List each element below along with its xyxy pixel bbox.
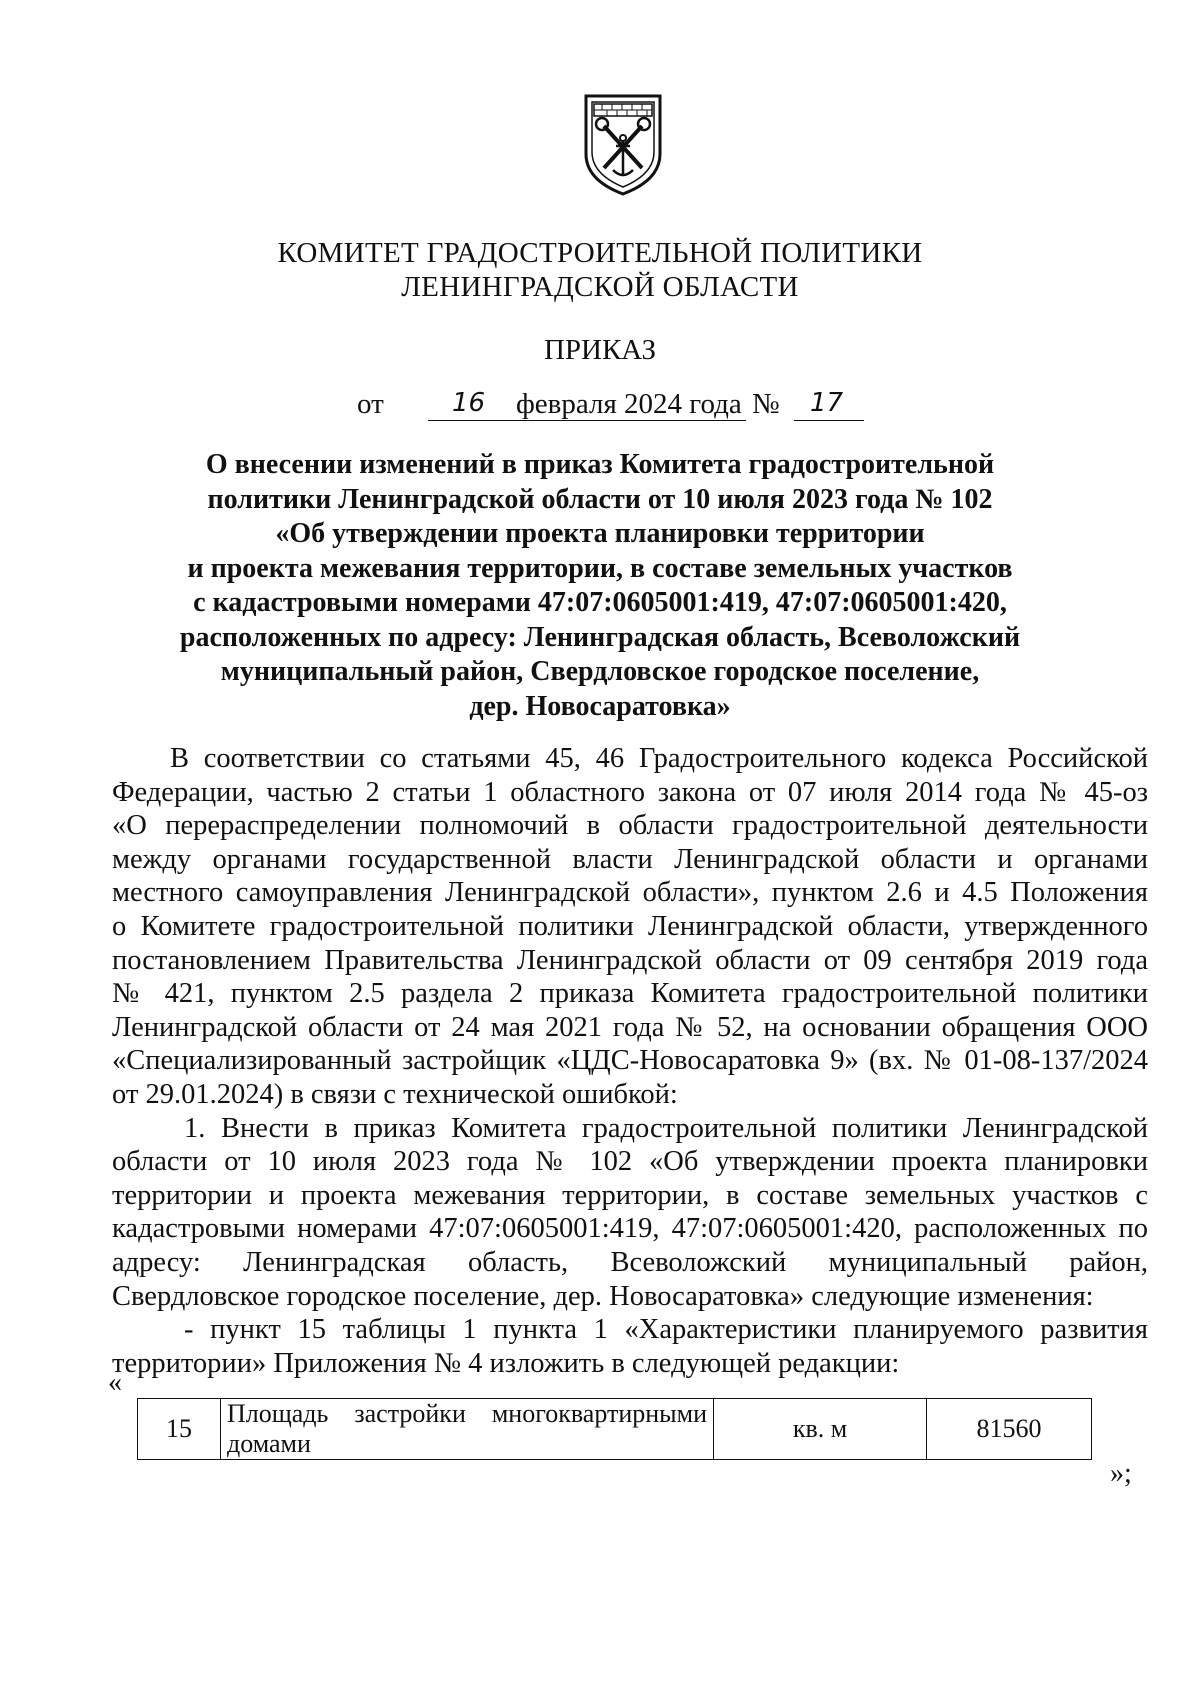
body-line: от 29.01.2024) в связи с технической ошибкой: (112, 1078, 678, 1110)
title-line: и проекта межевания территории, в составе земельных участков (187, 552, 1013, 584)
number-value-handwritten: 17 (810, 388, 844, 418)
body-line: В соответствии со статьями 45, 46 Градостроительного кодекса Российской (170, 743, 1148, 774)
body-line: 1. Внести в приказ Комитета градостроительной политики Ленинградской (184, 1112, 1148, 1144)
body-line: «Специализированный застройщик «ЦДС-Новосаратовка 9» (вх. № 01-08-137/2024 (112, 1045, 1148, 1077)
body-line: о Комитете градостроительной политики Ленинградской области, утвержденного (112, 910, 1148, 942)
body-line: постановлением Правительства Ленинградской области от 09 сентября 2019 года (112, 944, 1148, 976)
body-line: территории и проекта межевания территории, в составе земельных участков с (112, 1179, 1148, 1211)
amendment-table (137, 1398, 1092, 1460)
title-line: дер. Новосаратовка» (469, 690, 731, 722)
date-prefix: от (357, 388, 384, 420)
number-label: № (752, 388, 780, 420)
body-line: адресу: Ленинградская область, Всеволожский муниципальный район, (112, 1246, 1148, 1278)
title-line: О внесении изменений в приказ Комитета градостроительной (205, 449, 995, 480)
body-line: кадастровыми номерами 47:07:0605001:419, 47:07:0605001:420, расположенных по (112, 1213, 1148, 1245)
organization-name-line2: ЛЕНИНГРАДСКОЙ ОБЛАСТИ (401, 271, 799, 303)
description-line2: домами (227, 1429, 311, 1458)
body-line: области от 10 июля 2023 года № 102 «Об утверждении проекта планировки (112, 1146, 1148, 1178)
description-line1: Площадь застройки многоквартирными (227, 1399, 707, 1428)
body-line: местного самоуправления Ленинградской области», пунктом 2.6 и 4.5 Положения (112, 877, 1148, 909)
document-body (112, 742, 1148, 1380)
body-line: территории» Приложения № 4 изложить в следующей редакции: (112, 1347, 900, 1379)
body-line: № 421, пунктом 2.5 раздела 2 приказа Комитета градостроительной политики (112, 978, 1148, 1010)
date-month-year: февраля 2024 года (516, 388, 742, 420)
date-underline (428, 420, 746, 421)
organization-name-line1: КОМИТЕТ ГРАДОСТРОИТЕЛЬНОЙ ПОЛИТИКИ (277, 237, 923, 269)
row-number-cell: 15 (138, 1399, 221, 1460)
title-line: «Об утверждении проекта планировки территории (275, 518, 925, 549)
number-underline (794, 420, 864, 421)
body-line: - пункт 15 таблицы 1 пункта 1 «Характеристики планируемого развития (184, 1314, 1148, 1346)
body-line: Федерации, частью 2 статьи 1 областного закона от 07 июля 2014 года № 45-оз (112, 776, 1148, 808)
value-cell: 81560 (927, 1399, 1092, 1460)
date-number-line (0, 388, 1200, 428)
title-line: с кадастровыми номерами 47:07:0605001:419, 47:07:0605001:420, (193, 587, 1007, 618)
quote-open: « (108, 1367, 122, 1398)
body-line: «О перераспределении полномочий в области градостроительной деятельности (112, 810, 1148, 842)
date-day-handwritten: 16 (452, 388, 486, 418)
quote-close: »; (1110, 1458, 1132, 1489)
document-type: ПРИКАЗ (543, 334, 657, 366)
body-line: Свердловское городское поселение, дер. Новосаратовка» следующие изменения: (112, 1280, 1094, 1312)
coat-of-arms-emblem (578, 88, 668, 198)
table-row (138, 1399, 1092, 1460)
title-line: муниципальный район, Свердловское городское поселение, (220, 656, 980, 687)
title-line: политики Ленинградской области от 10 июля 2023 года № 102 (207, 483, 993, 515)
unit-cell: кв. м (714, 1399, 927, 1460)
description-cell (221, 1399, 714, 1460)
document-title (110, 448, 1090, 724)
body-line: между органами государственной власти Ленинградской области и органами (112, 843, 1148, 875)
body-line: Ленинградской области от 24 мая 2021 года № 52, на основании обращения ООО (112, 1011, 1148, 1043)
title-line: расположенных по адресу: Ленинградская область, Всеволожский (179, 621, 1021, 653)
